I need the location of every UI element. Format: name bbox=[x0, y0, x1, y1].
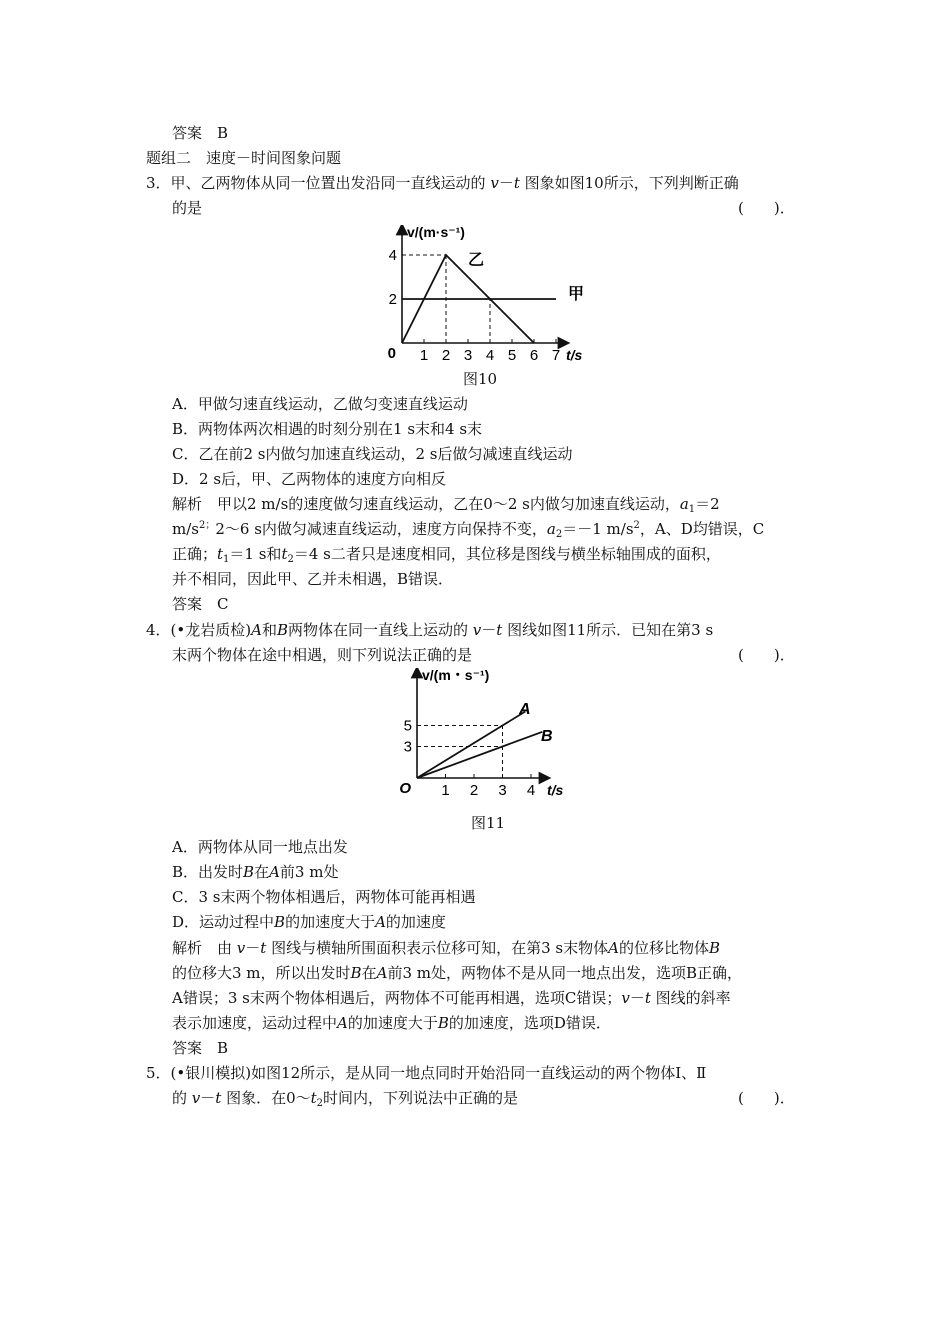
q4-analysis-line2: 的位移大3 m，所以出发时B在A前3 m处，两物体不是从同一地点出发，选项B正确， bbox=[172, 964, 742, 982]
x-axis-label: t/s bbox=[547, 782, 564, 798]
q5-stem-line2: 的 v－t 图象．在$0\sim t_2$时间内，下列说法中正确的是 bbox=[172, 1089, 519, 1109]
x-tick-label: 3 bbox=[463, 347, 473, 364]
q3-option-a: A．甲做匀速直线运动，乙做匀变速直线运动 bbox=[172, 395, 468, 413]
q3-answer-blank: ( )． bbox=[738, 199, 795, 217]
q4-number: 4． bbox=[146, 621, 171, 639]
previous-answer: 答案 B bbox=[172, 124, 229, 142]
y-tick-label: 3 bbox=[403, 738, 412, 756]
figure-11-caption: 图11 bbox=[471, 814, 506, 832]
q4-analysis-line1: 解析 由 v－t 图线与横轴所围面积表示位移可知，在第3 s末物体A的位移比物体B bbox=[172, 939, 720, 957]
q4-analysis-line4: 表示加速度，运动过程中A的加速度大于B的加速度，选项D错误． bbox=[172, 1014, 611, 1032]
figure-11-chart bbox=[395, 668, 580, 808]
q3-analysis-line4: 并不相同，因此甲、乙并未相遇，B错误． bbox=[172, 570, 454, 588]
figure-10-chart bbox=[372, 225, 602, 365]
origin-label: 0 bbox=[387, 345, 396, 362]
q3-option-b: B．两物体两次相遇的时刻分别在1 s末和4 s末 bbox=[172, 420, 483, 438]
q3-analysis-line1: 解析 甲以2 m/s的速度做匀速直线运动，乙在0～2 s内做匀加速直线运动，$a_1=2$ bbox=[172, 495, 720, 515]
x-tick-label: 2 bbox=[441, 347, 451, 364]
y-axis-label: v/(m・s⁻¹) bbox=[422, 668, 490, 683]
q4-stem-line1: 4．(•龙岩质检)A和B两物体在同一直线上运动的 v－t 图线如图11所示．已知在第3 s bbox=[146, 621, 714, 639]
x-tick-label: 5 bbox=[507, 347, 517, 364]
q4-answer: 答案 B bbox=[172, 1039, 229, 1057]
x-tick-label: 7 bbox=[551, 347, 561, 364]
y-tick-label: 5 bbox=[403, 717, 412, 735]
q3-stem-line1: 3．甲、乙两物体从同一位置出发沿同一直线运动的 v－t 图象如图10所示，下列判断正确 bbox=[146, 174, 739, 192]
q3-number: 3． bbox=[146, 174, 171, 192]
q3-analysis-line2: $m/s^{2;}2\sim 6$ s内做匀减速直线运动，速度方向保持不变，$a_2=-1$ $m/s^2$，A、D均错误，C bbox=[172, 520, 765, 540]
origin-label: O bbox=[399, 780, 411, 797]
q4-analysis-line3: A错误；3 s末两个物体相遇后，两物体不可能再相遇，选项C错误；v－t 图线的斜率 bbox=[172, 989, 731, 1007]
q4-option-b: B．出发时B在A前3 m处 bbox=[172, 863, 339, 881]
figure-10-caption: 图10 bbox=[463, 370, 498, 388]
q5-number: 5． bbox=[146, 1064, 171, 1082]
series-label-B: B bbox=[541, 728, 553, 745]
x-tick-label: 4 bbox=[485, 347, 495, 364]
x-tick-label: 1 bbox=[419, 347, 429, 364]
x-tick-label: 4 bbox=[526, 782, 536, 799]
q3-option-c: C．乙在前2 s内做匀加速直线运动，2 s后做匀减速直线运动 bbox=[172, 445, 573, 463]
q3-answer: 答案 C bbox=[172, 595, 229, 613]
q4-option-c: C．3 s末两个物体相遇后，两物体可能再相遇 bbox=[172, 888, 476, 906]
q4-option-a: A．两物体从同一地点出发 bbox=[172, 838, 348, 856]
y-tick-label: 2 bbox=[388, 291, 397, 308]
x-tick-label: 2 bbox=[469, 782, 479, 799]
q4-stem-line2: 末两个物体在途中相遇，则下列说法正确的是 bbox=[172, 646, 473, 664]
q3-option-d: D．2 s后，甲、乙两物体的速度方向相反 bbox=[172, 470, 447, 488]
q4-option-d: D．运动过程中B的加速度大于A的加速度 bbox=[172, 913, 446, 931]
x-tick-label: 1 bbox=[441, 782, 450, 799]
series-label-乙: 乙 bbox=[468, 252, 485, 269]
series-label-A: A bbox=[519, 701, 531, 718]
y-axis-label: v/(m·s⁻¹) bbox=[407, 225, 465, 240]
q4-answer-blank: ( )． bbox=[738, 646, 795, 664]
q3-stem-line2: 的是 bbox=[172, 199, 203, 217]
series-label-甲: 甲 bbox=[568, 286, 585, 303]
q5-answer-blank: ( )． bbox=[738, 1089, 795, 1107]
q3-analysis-line3: 正确；$t_1=1$ s和$t_2=4$ s二者只是速度相同，其位移是图线与横坐标轴围成的面积， bbox=[172, 545, 721, 565]
y-tick-label: 4 bbox=[388, 247, 397, 264]
x-tick-label: 3 bbox=[498, 782, 507, 799]
q5-stem-line1: 5．(•银川模拟)如图12所示，是从同一地点同时开始沿同一直线运动的两个物体Ⅰ、Ⅱ bbox=[146, 1064, 707, 1082]
x-tick-label: 6 bbox=[529, 347, 539, 364]
x-axis-label: t/s bbox=[566, 347, 583, 363]
section-title: 题组二 速度－时间图象问题 bbox=[146, 149, 342, 167]
